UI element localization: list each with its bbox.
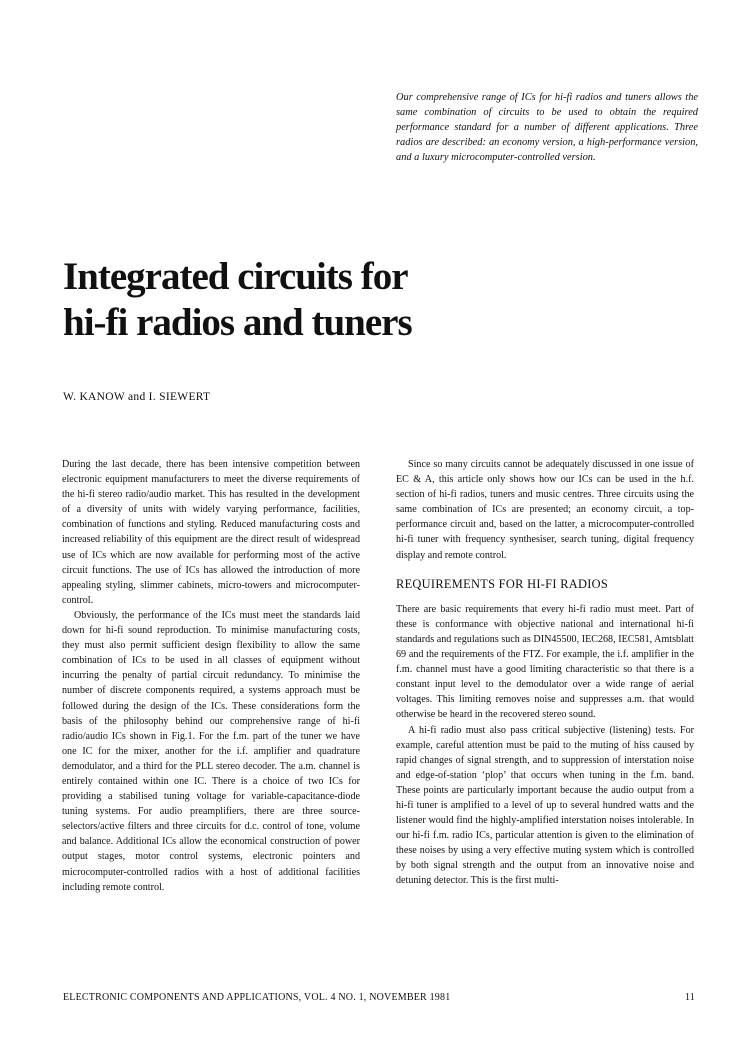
paragraph: There are basic requirements that every hi-fi radio must meet. Part of these is conformance with objective national and international hi-fi standards and regulations such as DIN45500, IEC268, IEC581, Amtsblatt 69 and the requirements of the FTZ. For example, the i.f. amplifier in the f.m. channel must have a good limiting characteristic so that there is a constant input level to the demodulator over a wide range of aerial voltages. This limiting removes noise and suppresses a.m. that would otherwise be heard in the recovered stereo sound. — [396, 603, 694, 721]
article-title — [63, 254, 583, 346]
page-number: 11 — [684, 992, 695, 1003]
title-line-2: hi-fi radios and tuners — [63, 301, 412, 344]
page-footer — [63, 992, 695, 1003]
paragraph: Obviously, the performance of the ICs must meet the standards laid down for hi-fi sound reproduction. To minimise manufacturing costs, they must also permit sufficient design flexibility to allow the same combination of ICs to be used in all classes of equipment without incurring the penalty of partial circuit redundancy. To minimise the number of discrete components required, a systems approach must be followed during the design of the ICs. These considerations form the basis of the philosophy behind our comprehensive range of hi-fi radio/audio ICs shown in Fig.1. For the f.m. part of the tuner we have one IC for the mixer, another for the i.f. amplifier and quadrature demodulator, and a third for the PLL stereo decoder. The a.m. channel is entirely contained within one IC. There is a choice of two ICs for providing a stabilised tuning voltage for variable-capacitance-diode tuning systems. For audio preamplifiers, there are three source-selectors/active filters and three circuits for d.c. control of tone, volume and balance. Additional ICs allow the economical construction of power output stages, motor control systems, electronic pointers and microcomputer-controlled radios with a host of additional facilities including remote control. — [62, 609, 360, 893]
paragraph: A hi-fi radio must also pass critical subjective (listening) tests. For example, careful attention must be paid to the muting of hiss caused by rapid changes of signal strength, and to suppression of interstation noise and edge-of-station ‘plop’ that occurs when tuning in the f.m. band. These points are particularly important because the audio output from a hi-fi tuner is amplified to a level of up to several hundred watts and the listener would find the highly-amplified interstation noises intolerable. In our hi-fi f.m. radio ICs, particular attention is given to the elimination of these noises by using a very effective muting system which is controlled by both signal strength and the output from an innovative noise and detuning detector. This is the first multi- — [396, 724, 694, 887]
right-column — [396, 457, 694, 889]
authors: W. KANOW and I. SIEWERT — [63, 391, 211, 403]
abstract: Our comprehensive range of ICs for hi-fi radios and tuners allows the same combination of circuits to be used to obtain the required performance standard for a number of different applications. Three radios are described: an economy version, a high-performance version, and a luxury microcomputer-controlled version. — [396, 92, 698, 163]
paragraph: During the last decade, there has been intensive competition between electronic equipment manufacturers to meet the diverse requirements of the hi-fi stereo radio/audio market. This has resulted in the development of a diversity of units with widely varying performance, facilities, combination of functions and styling. Reduced manufacturing costs and increased reliability of this equipment are the direct result of widespread use of ICs which are now available for performing most of the active circuit functions. The use of ICs has allowed the introduction of more appealing styling, slimmer cabinets, micro-towers and microcomputer-control. — [62, 459, 360, 606]
section-heading: REQUIREMENTS FOR HI-FI RADIOS — [396, 576, 609, 591]
journal-citation: ELECTRONIC COMPONENTS AND APPLICATIONS, VOL. 4 NO. 1, NOVEMBER 1981 — [63, 992, 451, 1003]
title-line-1: Integrated circuits for — [63, 255, 408, 298]
paragraph: Since so many circuits cannot be adequately discussed in one issue of EC & A, this article only shows how our ICs can be used in the h.f. section of hi-fi radios, tuners and music centres. Three circuits using the same combination of ICs are presented; an economy circuit, a top-performance circuit and, based on the latter, a microcomputer-controlled hi-fi tuner with frequency synthesiser, search tuning, digital frequency display and remote control. — [396, 459, 694, 561]
left-column — [62, 457, 360, 895]
